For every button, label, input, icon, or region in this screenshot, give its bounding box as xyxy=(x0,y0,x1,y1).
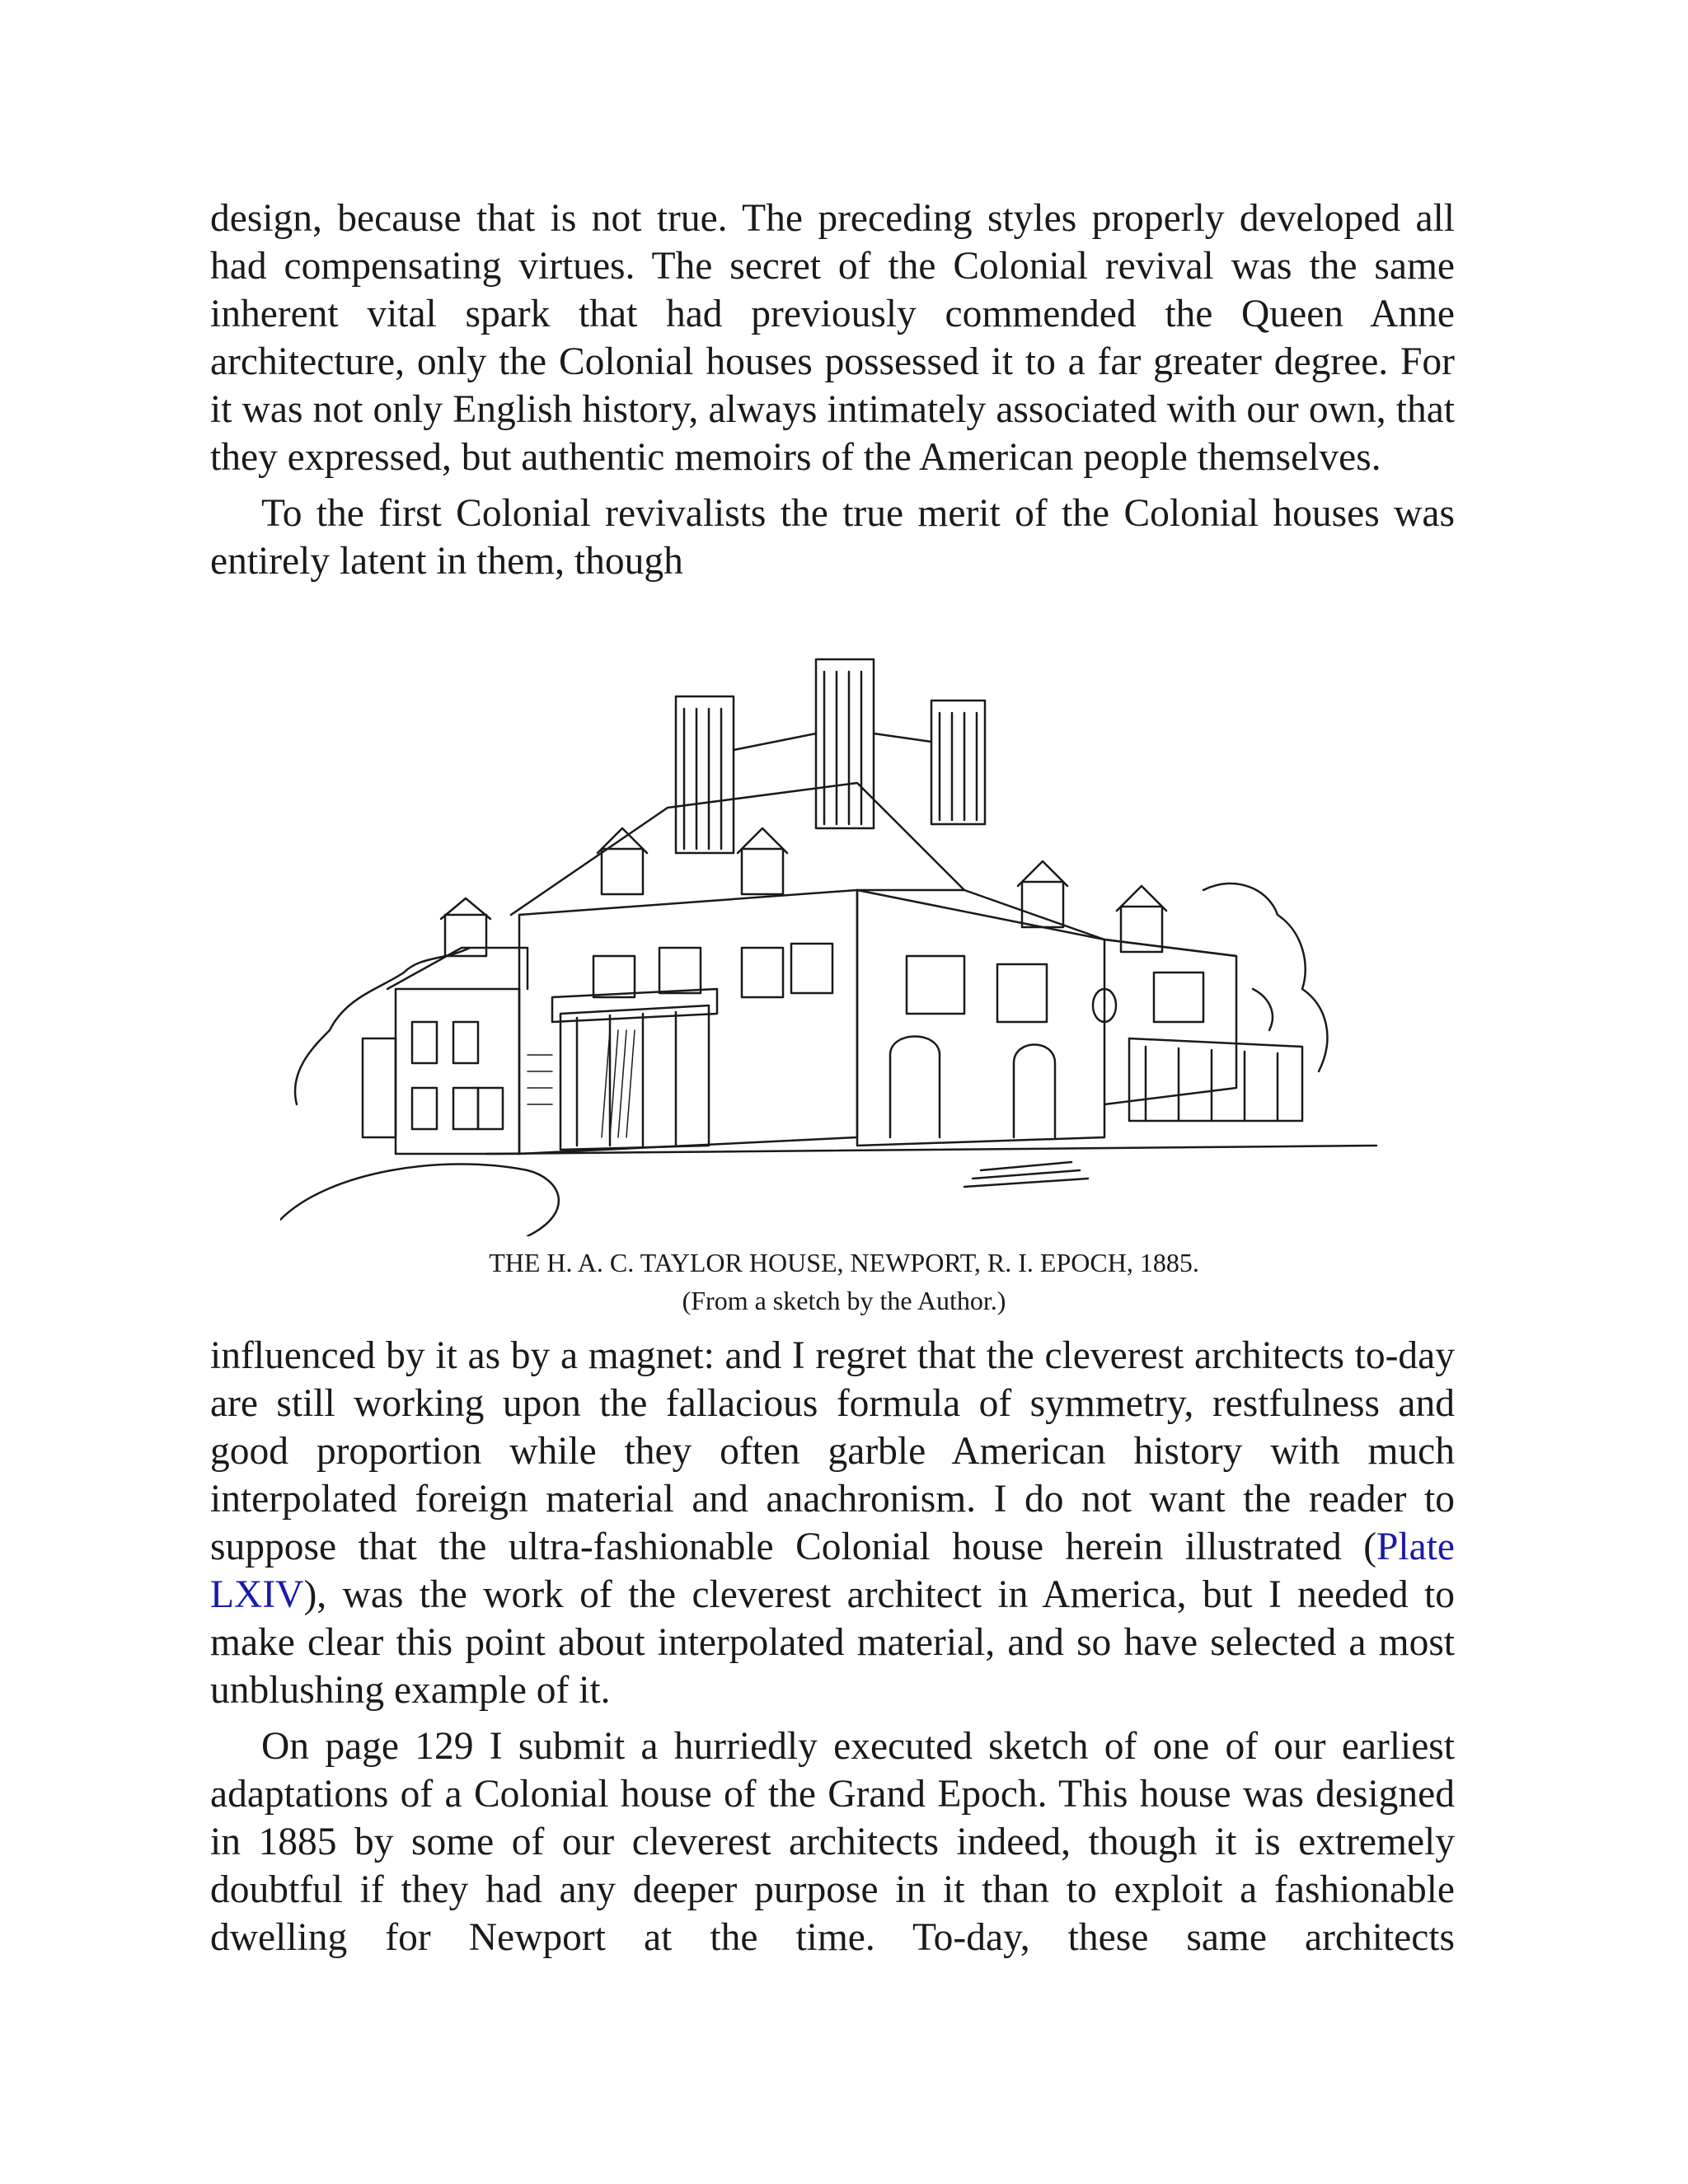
driveway xyxy=(280,1165,559,1237)
house-illustration xyxy=(280,643,1409,1236)
text-block-top xyxy=(210,194,1455,585)
paragraph-colonial-revivalists: To the first Colonial revivalists the true merit of the Colonial houses was entirely latent in them, though xyxy=(210,492,1455,583)
figure-caption-credit: (From a sketch by the Author.) xyxy=(682,1286,1006,1315)
paragraph-magnet-text-2: ), was the work of the cleverest architect in America, but I needed to make clear this point about interpolated material, and so have selected a most unblushing example of it. xyxy=(210,1573,1455,1712)
portico xyxy=(560,1005,709,1150)
paragraph-magnet xyxy=(210,1332,1455,1714)
left-shrub xyxy=(295,948,470,1104)
plate-lxiv-link[interactable]: Plate LXIV xyxy=(210,1526,1455,1616)
paragraph-magnet-text-1: influenced by it as by a magnet: and I regret that the cleverest architects to-day are still working upon the fallacious formula of symmetry, restfulness and good proportion while they often garble American history with much interpolated foreign material and anachronism. I do not want the reader to suppose that the ultra-fashionable Colonial house herein illustrated ( xyxy=(210,1334,1455,1568)
text-block-lower xyxy=(210,1332,1455,1961)
paragraph-page-129: On page 129 I submit a hurriedly executed sketch of one of our earliest adaptations of a Colonial house of the Grand Epoch. This house was designed in 1885 by some of our cleverest architects indeed, though it is extremely doubtful if they had any deeper purpose in it than to exploit a fashionable dwelling for Newport at the time. To-day, these same architects xyxy=(210,1725,1455,1959)
paragraph-continuation: design, because that is not true. The preceding styles properly developed all had compensating virtues. The secret of the Colonial revival was the same inherent vital spark that had previously commended the Queen Anne architecture, only the Colonial houses possessed it to a far greater degree. For it was not only English history, always intimately associated with our own, that they expressed, but authentic memoirs of the American people themselves. xyxy=(210,197,1455,479)
figure-caption-title: THE H. A. C. TAYLOR HOUSE, NEWPORT, R. I. EPOCH, 1885. xyxy=(489,1248,1199,1277)
right-block xyxy=(857,890,1104,1146)
side-porch xyxy=(1129,1038,1302,1121)
